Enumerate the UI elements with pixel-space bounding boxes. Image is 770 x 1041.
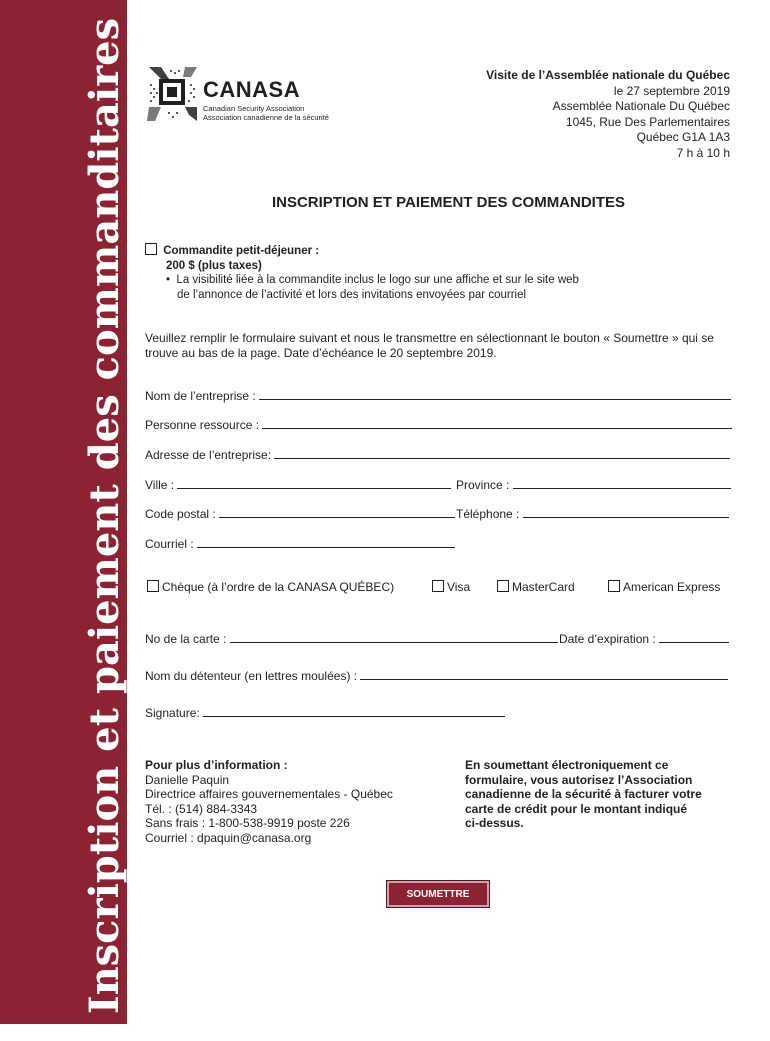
event-date: le 27 septembre 2019 [613, 83, 730, 98]
event-street: 1045, Rue Des Parlementaires [565, 114, 730, 129]
sidebar-title: Inscription et paiement des commanditaires [81, 17, 128, 1015]
card-number-label: No de la carte : [145, 632, 227, 646]
payment-amex[interactable] [608, 580, 720, 594]
city-label: Ville : [145, 478, 175, 492]
province-field [456, 478, 731, 492]
sponsorship-bullet-text: La visibilité liée à la commandite inclus le logo sur une affiche et sur le site web [176, 274, 579, 286]
phone-label: Téléphone : [456, 507, 520, 521]
contact-name: Danielle Paquin [145, 772, 230, 787]
sponsorship-option [145, 243, 579, 302]
visa-checkbox[interactable] [432, 580, 444, 592]
holder-field [145, 669, 728, 683]
company-field [145, 389, 731, 403]
postal-code-label: Code postal : [145, 507, 216, 521]
address-label: Adresse de l’entreprise: [145, 448, 272, 462]
contact-info [145, 758, 393, 845]
cheque-checkbox[interactable] [147, 580, 159, 592]
postal-code-field [145, 507, 455, 521]
email-label: Courriel : [145, 537, 194, 551]
amex-label: American Express [623, 580, 721, 594]
city-field [145, 478, 451, 492]
city-input[interactable] [177, 478, 451, 489]
signature-field [145, 706, 505, 720]
logo-name: CANASA [203, 77, 301, 102]
auth-line-2: formulaire, vous autorisez l’Association [465, 772, 693, 787]
event-city: Québec G1A 1A3 [636, 130, 730, 144]
auth-line-1: En soumettant électroniquement ce [465, 758, 669, 772]
sponsorship-bullet [145, 273, 579, 288]
amex-checkbox[interactable] [608, 580, 620, 592]
company-input[interactable] [259, 389, 731, 400]
submit-button[interactable]: SOUMETTRE [387, 881, 489, 907]
expiry-input[interactable] [659, 632, 729, 643]
auth-line-3: canadienne de la sécurité à facturer votre [465, 787, 702, 801]
canasa-logo-icon [145, 63, 201, 127]
phone-field [456, 507, 729, 521]
postal-code-input[interactable] [219, 507, 455, 518]
authorization-notice [465, 758, 715, 831]
cheque-label: Chèque (à l’ordre de la CANASA QUÉBEC) [162, 580, 395, 594]
event-venue: Assemblée Nationale Du Québec [552, 99, 730, 113]
sidebar-band [0, 0, 127, 1024]
contact-person-field [145, 418, 732, 432]
sponsorship-label: Commandite petit-déjeuner : [163, 245, 320, 257]
sponsorship-bullet-cont: de l’annonce de l’activité et lors des invitations envoyées par courriel [177, 288, 527, 301]
sponsorship-checkbox[interactable] [145, 243, 157, 255]
mastercard-label: MasterCard [512, 580, 575, 594]
phone-input[interactable] [523, 507, 729, 518]
card-number-input[interactable] [230, 632, 558, 643]
canasa-logo [145, 63, 345, 127]
contact-phone: Tél. : (514) 884-3343 [145, 801, 258, 816]
contact-person-input[interactable] [262, 418, 732, 429]
sponsorship-price: 200 $ (plus taxes) [166, 259, 262, 272]
payment-visa[interactable] [432, 580, 470, 594]
holder-input[interactable] [360, 669, 728, 680]
event-title: Visite de l’Assemblée nationale du Québec [486, 68, 730, 82]
payment-mastercard[interactable] [497, 580, 575, 594]
province-label: Province : [456, 478, 510, 492]
province-input[interactable] [513, 478, 731, 489]
event-details [486, 68, 730, 161]
contact-tollfree: Sans frais : 1-800-538-9919 poste 226 [145, 816, 350, 830]
contact-person-label: Personne ressource : [145, 418, 260, 432]
expiry-field [559, 632, 729, 646]
address-input[interactable] [274, 448, 730, 459]
payment-cheque[interactable] [147, 580, 394, 594]
auth-line-4: carte de crédit pour le montant indiqué [465, 801, 688, 816]
bullet-icon: • [166, 274, 177, 286]
contact-heading: Pour plus d’information : [145, 758, 288, 772]
mastercard-checkbox[interactable] [497, 580, 509, 592]
address-field [145, 448, 730, 462]
visa-label: Visa [447, 580, 471, 594]
event-time: 7 h à 10 h [676, 145, 730, 160]
logo-subtitle-fr: Association canadienne de la sécurité [203, 113, 329, 122]
holder-label: Nom du détenteur (en lettres moulées) : [145, 669, 358, 683]
email-field [145, 537, 455, 551]
card-number-field [145, 632, 558, 646]
logo-subtitle-en: Canadian Security Association [203, 104, 305, 113]
email-input[interactable] [197, 537, 455, 548]
intro-text [145, 331, 735, 361]
company-label: Nom de l’entreprise : [145, 389, 256, 403]
signature-input[interactable] [203, 706, 505, 717]
intro-line-1: Veuillez remplir le formulaire suivant et nous le transmettre en sélectionnant le bouton « Soumettre » qui se [145, 331, 714, 345]
contact-email: Courriel : dpaquin@canasa.org [145, 830, 312, 845]
expiry-label: Date d’expiration : [559, 632, 656, 646]
auth-line-5: ci-dessus. [465, 816, 524, 830]
signature-label: Signature: [145, 706, 200, 720]
intro-line-2: trouve au bas de la page. Date d’échéance le 20 septembre 2019. [145, 346, 497, 360]
page-title: INSCRIPTION ET PAIEMENT DES COMMANDITES [271, 194, 626, 211]
contact-role: Directrice affaires gouvernementales - Québec [145, 787, 393, 801]
